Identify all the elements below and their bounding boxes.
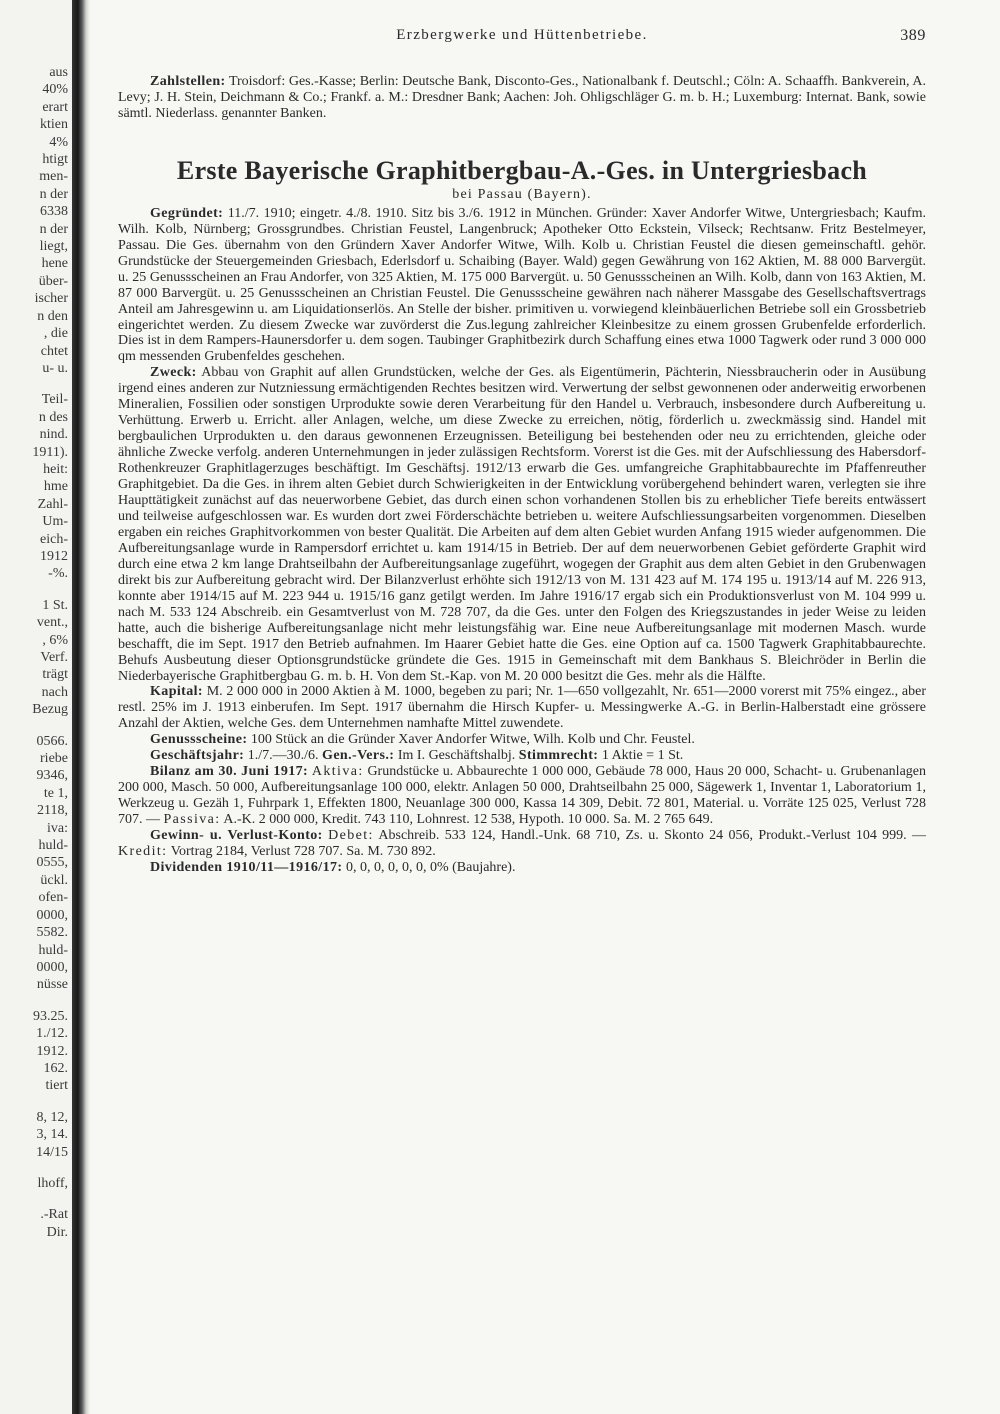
book-gutter	[72, 0, 90, 1414]
passiva-text: A.-K. 2 000 000, Kredit. 743 110, Lohnrest. 12 538, Hypoth. 10 000. Sa. M. 2 765 649.	[223, 812, 714, 828]
aktiva-label: Aktiva:	[311, 764, 364, 780]
zahlstellen-text: Troisdorf: Ges.-Kasse; Berlin: Deutsche Bank, Disconto-Ges., Nationalbank f. Deutschl.; Cöln: A. Schaaffh. Bankverein, A. Levy; J. H. Stein, Deichmann & Co.; Frankf. a. M.: Dresdner Bank; Aachen: Joh. Ohligschläger G. m. b. H.; Luxemburg: Internat. Bank, sowie sämtl. Niederlass. genannter Banken.	[118, 74, 926, 121]
dividenden-text: 0, 0, 0, 0, 0, 0, 0% (Baujahre).	[345, 859, 516, 875]
facing-page-fragment: , 6%	[42, 632, 68, 648]
genussscheine-label: Genussscheine:	[150, 732, 248, 748]
facing-page-fragment: -%.	[48, 566, 68, 582]
facing-page-gap	[32, 1192, 68, 1206]
genvers-label: Gen.-Vers.:	[322, 748, 395, 764]
facing-page-fragment: Dir.	[46, 1224, 68, 1240]
facing-page-fragment: aus	[49, 65, 68, 80]
facing-page-gap	[32, 583, 68, 597]
facing-page-fragment: 8, 12,	[36, 1109, 68, 1125]
facing-page-fragment: heit:	[43, 461, 68, 477]
facing-page-fragment: 14/15	[36, 1144, 68, 1160]
debet-label: Debet:	[328, 828, 374, 844]
gewinn-label: Gewinn- u. Verlust-Konto:	[150, 828, 323, 844]
facing-page-fragment: chtet	[40, 343, 68, 359]
gegruendet-label: Gegründet:	[150, 205, 224, 221]
facing-page-fragment: , die	[43, 326, 68, 342]
facing-page-fragment: eich-	[40, 531, 68, 547]
facing-page-fragment: Um-	[42, 514, 68, 530]
facing-page-fragment: 1./12.	[36, 1026, 68, 1042]
kapital-label: Kapital:	[150, 684, 203, 700]
facing-page-gap	[32, 1095, 68, 1109]
company-location: bei Passau (Bayern).	[452, 186, 592, 202]
gewinn-section	[118, 828, 926, 860]
facing-page-fragment: 5582.	[36, 925, 68, 941]
stimmrecht-label: Stimmrecht:	[518, 748, 599, 764]
zweck-label: Zweck:	[150, 365, 197, 381]
bilanz-label: Bilanz am 30. Juni 1917:	[150, 764, 309, 780]
aktiva-text: Grundstücke u. Abbaurechte 1 000 000, Gebäude 78 000, Haus 20 000, Schacht- u. Grubenanlagen 200 000, Masch. 50 000, Aufbereitungsanlage 100 000, elektr. Anlagen 50 000, Drahtseilbahn 25 000, Sägewerk 1, Inventar 1, Laboratorium 1, Werkzeug u. Gezäh 1, Fuhrpark 1, Effekten 1800, Neuanlage 300 000, Kassa 14 309, Debit. 72 801, Material. u. Vorräte 125 025, Verlust 728 707. —	[118, 764, 927, 828]
genussscheine-section	[118, 732, 926, 748]
running-header	[118, 28, 926, 50]
facing-page-fragment: htigt	[42, 152, 68, 168]
facing-page-fragment: 0000,	[36, 959, 68, 975]
facing-page-fragment: Teil-	[41, 392, 68, 408]
facing-page-fragment: trägt	[42, 667, 68, 683]
facing-page-fragment: 2118,	[37, 803, 68, 819]
geschaeftsjahr-label: Geschäftsjahr:	[150, 748, 245, 764]
facing-page-fragment: nind.	[39, 427, 68, 443]
geschaeftsjahr-text: 1./7.—30./6.	[247, 748, 319, 764]
facing-page-fragment: 1 St.	[42, 597, 68, 613]
facing-page-fragment: Zahl-	[37, 496, 68, 512]
facing-page-fragment: erart	[42, 99, 68, 115]
facing-page-fragment: tiert	[45, 1078, 68, 1094]
facing-page-fragment: n des	[38, 409, 68, 425]
facing-page-fragment: 40%	[42, 82, 68, 98]
company-title: Erste Bayerische Graphitbergbau-A.-Ges. in Untergriesbach	[176, 155, 868, 185]
facing-page-fragment: Bezug	[32, 702, 68, 718]
facing-page-fragment: hene	[41, 256, 68, 272]
facing-page-fragment: huld-	[38, 942, 68, 958]
facing-page-fragment: 3, 14.	[36, 1127, 68, 1143]
gegruendet-section	[118, 206, 926, 366]
facing-page-fragment: nüsse	[36, 977, 68, 993]
facing-page-fragment: nach	[41, 684, 68, 700]
facing-page-fragment: 0566.	[36, 733, 68, 749]
page-number: 389	[900, 27, 926, 44]
page-content	[118, 28, 926, 876]
gegruendet-text: 11./7. 1910; eingetr. 4./8. 1910. Sitz bis 3./6. 1912 in München. Gründer: Xaver Andorfer Witwe, Untergriesbach; Kaufm. Wilh. Kolb, Nürnberg; Grossgrundbes. Christian Feustel, Langenbruck; Apotheker Otto Eckstein, Vilseck; Rechtsanw. Fritz Bestelmeyer, Passau. Die Ges. übernahm von den Gründern Xaver Andorfer Witwe, Wilh. Kolb u. Christian Feustel die diesen gemeinschaftl. gehör. Grundstücke der Steuergemeinden Griesbach, Ederlsdorf u. Schaibing (Bayer. Wald) gegen Gewährung von 162 Aktien, M. 88 000 Barvergüt. u. 25 Genussscheinen an Frau Andorfer, von 325 Aktien, M. 175 000 Barvergüt. u. 50 Genussscheinen an Wilh. Kolb, dann von 163 Aktien, M. 87 000 Barvergüt. u. 25 Genussscheinen an Christian Feustel. Die Genussscheine gewähren nach näherer Massgabe des Gesellschaftsvertrags Anteil am Jahresgewinn u. am Liquidationserlös. An Stelle der bisher. primitiven u. vorwiegend kleinbäuerlichen Betriebe soll ein Grossbetrieb eingerichtet werden. Zu diesem Zwecke war zuvörderst die Zus.legung zahlreicher Kleinbesitze zu einem grossen Grubenfelde erforderlich. Dies ist in dem Rampers-Haunersdorfer u. dem sogen. Taubinger Graphitbezirk durch Schaffung eines etwa 1000 Tagwerk oder rund 3 000 000 qm messenden Grubenfeldes geschehen.	[118, 205, 926, 365]
facing-page-fragment: 162.	[43, 1060, 68, 1076]
facing-page-fragment: 6338	[40, 204, 68, 220]
kapital-section	[118, 684, 926, 732]
facing-page-fragment: n der	[39, 186, 68, 202]
facing-page-gap	[32, 994, 68, 1008]
facing-page-fragment: huld-	[38, 838, 68, 854]
facing-page-fragment: men-	[39, 169, 68, 185]
facing-page-fragment: hme	[43, 479, 68, 495]
facing-page-fragment: te 1,	[43, 785, 68, 801]
facing-page-fragment: ofen-	[38, 890, 68, 906]
facing-page-fragment: 1912.	[36, 1043, 68, 1059]
debet-text: Abschreib. 533 124, Handl.-Unk. 68 710, Zs. u. Skonto 24 056, Produkt.-Verlust 104 999. —	[378, 828, 926, 844]
dividenden-label: Dividenden 1910/11—1916/17:	[150, 859, 343, 875]
facing-page-fragment: riebe	[40, 751, 68, 767]
passiva-label: Passiva:	[163, 812, 221, 828]
facing-page-fragment: iva:	[47, 820, 68, 836]
facing-page-fragment: .-Rat	[40, 1207, 68, 1223]
facing-page-fragment: 9346,	[36, 768, 68, 784]
facing-page-fragment: über-	[38, 273, 68, 289]
facing-page-fragment: 4%	[49, 134, 68, 150]
facing-page-fragment: u- u.	[42, 360, 68, 376]
facing-page-fragment: n der	[39, 221, 68, 237]
bilanz-section	[118, 764, 926, 828]
facing-page-fragment: 0555,	[36, 855, 68, 871]
geschaeftsjahr-section	[118, 748, 926, 764]
facing-page-fragment: liegt,	[39, 239, 68, 255]
facing-page-fragment: lhoff,	[37, 1175, 68, 1191]
genussscheine-text: 100 Stück an die Gründer Xaver Andorfer Witwe, Wilh. Kolb und Chr. Feustel.	[250, 732, 695, 748]
kapital-text: M. 2 000 000 in 2000 Aktien à M. 1000, begeben zu pari; Nr. 1—650 vollgezahlt, Nr. 651—2000 vorerst mit 75% eingez., aber restl. 25% im J. 1913 einberufen. Im Sept. 1917 übernahm die Hirsch Kupfer- u. Messingwerke A.-G. in Berlin-Halberstadt eine grössere Anzahl der Aktien, welche Ges. dem Unternehmen namhafte Mittel zuwendete.	[118, 684, 926, 732]
dividenden-section	[118, 860, 926, 876]
facing-page-gap	[32, 377, 68, 391]
facing-page-fragment: vent.,	[36, 615, 68, 631]
facing-page-fragment: 0000,	[36, 907, 68, 923]
facing-page-fragment: n den	[37, 308, 68, 324]
facing-page-fragment: 93.25.	[33, 1008, 68, 1024]
facing-page-gap	[32, 719, 68, 733]
facing-page-gap	[32, 1161, 68, 1175]
zweck-section	[118, 365, 926, 684]
zahlstellen-label: Zahlstellen:	[150, 74, 226, 89]
stimmrecht-text: 1 Aktie = 1 St.	[601, 748, 684, 764]
genvers-text: Im I. Geschäftshalbj.	[397, 748, 516, 764]
facing-page-fragment: ückl.	[40, 872, 68, 888]
facing-page-fragment: ktien	[40, 117, 68, 133]
facing-page-fragment: 1911).	[32, 444, 68, 460]
zweck-text: Abbau von Graphit auf allen Grundstücken, welche der Ges. als Eigentümerin, Pächterin, Niessbraucherin oder in Ausübung irgend eines anderen zur Nutzniessung ermächtigenden Rechtes besitzen wird. Verwertung der selbst gewonnenen oder anderweitig erworbenen Mineralien, Fossilien oder sonstigen Urprodukte sowie deren Verarbeitung für den Handel u. Verbrauch, insbesondere durch Aufbereitung u. Verhüttung. Erwerb u. Erricht. aller Anlagen, welche, um diese Zwecke zu erreichen, nötig, förderlich u. zweckmässig sind. Handel mit bergbaulichen Urprodukten u. den daraus gewonnenen Erzeugnissen. Beteiligung bei bestehenden oder neu zu errichtenden, gleiche oder ähnliche Zwecke verfolg. anderen Unternehmungen in jeder zulässigen Rechtsform. Vorerst ist die Ges. mit der Aufschliessung des Habersdorf-Rothenkreuzer Graphitlagerzuges beschäftigt. Im Geschäftsj. 1912/13 erwarb die Ges. umfangreiche Graphitabbaurechte im Pfaffenreuther Graphitgebiet. Da die Ges. in ihrem alten Gebiet durch Schwierigkeiten in der Entwicklung vorübergehend behindert waren, verlegten sie ihre Haupttätigkeit zunächst auf das neuerworbene Gebiet, das durch einen schon vorhandenen Stollen bis zu erheblicher Tiefe bereits entwässert und teilweise aufgeschlossen war. Es wurden dort zwei Förderschächte betrieben u. weitere Aufschliessungsarbeiten vorgenommen. Dieselben ergaben ein reiches Graphitvorkommen von bester Qualität. Die Arbeiten auf dem alten Gebiet wurden Anfang 1915 wieder aufgenommen. Die Aufbereitungsanlage wurde in Rampersdorf errichtet u. kam 1914/15 in Betrieb. Der auf dem neuerworbenen Gebiet geförderte Graphit wird durch eine etwa 2 km lange Drahtseilbahn der Aufbereitungsanlage zugeführt, wogegen der Graphit aus dem alten Gebiet in den Grubenwagen direkt bis zur Aufbereitung gebracht wird. Der Bilanzverlust erhöhte sich 1912/13 von M. 131 423 auf M. 174 195 u. 1913/14 auf M. 226 913, konnte aber 1914/15 auf M. 223 944 u. 1915/16 ganz getilgt werden. Im Jahre 1916/17 ergab sich ein Produktionsverlust von M. 104 999 u. nach M. 533 124 Abschreib. ein Gesamtverlust von M. 728 707, da die Ges. unter den Folgen des Kriegszustandes in jeder Weise zu leiden hatte, auch die bisherige Aufbereitungsanlage nicht mehr leistungsfähig war. Eine neue Aufbereitungsanlage mit modernen Masch. wurde beschafft, die im Sept. 1917 den Betrieb aufnahmen. Im Haarer Gebiet hatte die Ges. eine Option auf ca. 1500 Tagwerk Graphitabbaurechte. Behufs Ausbeutung dieser Optionsgrundstücke gründete die Ges. 1915 in Gemeinschaft mit dem Bankhaus S. Bleichröder in Berlin die Niederbayerische Graphitbergbau G. m. b. H. Von dem St.-Kap. von M. 20 000 besitzt die Ges. mehr als die Hälfte.	[118, 365, 927, 684]
zahlstellen-paragraph	[118, 74, 926, 122]
kredit-label: Kredit:	[118, 843, 168, 859]
facing-page-fragment: 1912	[40, 548, 68, 564]
kredit-text: Vortrag 2184, Verlust 728 707. Sa. M. 730 892.	[170, 843, 436, 859]
facing-page-fragments	[32, 64, 68, 1241]
facing-page-fragment: Verf.	[40, 650, 68, 665]
facing-page-strip	[0, 0, 72, 1414]
running-header-title: Erzbergwerke und Hüttenbetriebe.	[396, 27, 648, 43]
facing-page-fragment: ischer	[34, 291, 68, 307]
